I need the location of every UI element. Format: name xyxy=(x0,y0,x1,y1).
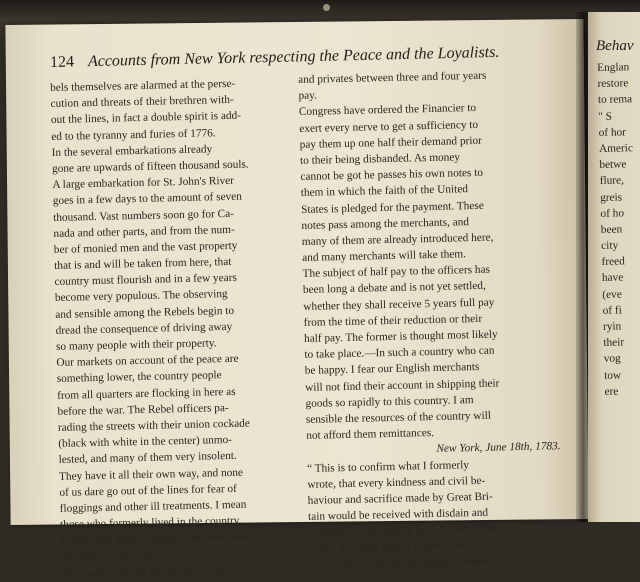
text-line: from all quarters are flocking in here as xyxy=(57,385,236,402)
text-line: Americ xyxy=(598,142,634,155)
text-line: Englan xyxy=(597,61,630,74)
text-line: gone are upwards of fifteen thousand souls. xyxy=(51,158,249,175)
text-line: ed to the tyranny and furies of 1776. xyxy=(51,126,216,143)
text-line: They have it all their own way, and none xyxy=(58,466,244,483)
dateline: New York, June 18th, 1783. xyxy=(436,440,561,456)
ink-blot xyxy=(323,4,330,11)
text-line: ber of monied men and the vast property xyxy=(53,239,238,256)
text-line: pay. xyxy=(298,89,318,103)
text-line: of fi xyxy=(602,304,622,317)
text-line: city xyxy=(601,239,619,253)
text-line: be happy. I fear our English merchants xyxy=(304,361,480,378)
text-line: notes pass among the merchants, and xyxy=(301,215,470,232)
text-line: restore xyxy=(597,77,629,91)
text-line: I shall soon depart myself with some other xyxy=(60,530,253,548)
text-line: been long a debate and is not yet settled, xyxy=(302,280,486,297)
facing-page-column xyxy=(597,59,640,400)
text-line: not afford them remittances. xyxy=(306,427,435,443)
text-line: before the war. The Rebel officers pa- xyxy=(57,401,229,418)
text-line: so many people with their property. xyxy=(55,337,217,353)
text-line: pay them up one half their demand prior xyxy=(299,134,483,151)
text-line: those who formerly lived in the country. xyxy=(59,514,242,531)
text-line: exert every nerve to get a sufficiency to xyxy=(299,118,479,135)
text-line: many of them are already introduced here, xyxy=(301,231,494,248)
text-line: of ho xyxy=(600,207,625,220)
text-line: that is and will be taken from here, that xyxy=(54,255,232,273)
text-line: dread the consequence of driving away xyxy=(55,320,233,337)
text-line: to their being disbanded. As money xyxy=(299,151,461,167)
text-line: sensible the resources of the country will xyxy=(305,409,492,426)
text-line: them in which the faith of the United xyxy=(300,183,469,200)
text-line: contempt by the gentry on this side of the xyxy=(308,522,497,540)
text-line: become very populous. The observing xyxy=(54,288,228,305)
text-line: out the lines, in fact a double spirit is add- xyxy=(50,110,242,127)
text-line: Congress have ordered the Financier to xyxy=(298,102,477,119)
text-line: ryin xyxy=(602,320,622,333)
text-line: goods so rapidly to this country. I am xyxy=(305,393,474,410)
text-line: and sensible among the Rebels begin to xyxy=(55,304,235,321)
text-line: rading the streets with their union cockade xyxy=(57,417,250,434)
text-line: devoted Loyalists to Nova Scotia. xyxy=(60,547,214,564)
text-line: (black with white in the center) unmo- xyxy=(58,434,233,451)
text-line: will not find their account in shipping their xyxy=(305,377,500,394)
text-line: from the time of their reduction or their xyxy=(303,312,483,329)
text-line: country must flourish and in a few years xyxy=(54,272,237,289)
text-line: The packet arrived the day before yes- xyxy=(61,563,236,580)
text-line: perty will be restored during the present xyxy=(309,555,490,572)
text-line: water. You may assure yourself no pro- xyxy=(308,539,486,556)
text-line: to rema xyxy=(597,93,633,107)
text-line: haviour and sacrifice made by Great Bri- xyxy=(307,490,493,507)
text-line: cution and threats of their brethren with- xyxy=(50,94,234,111)
text-line: greis xyxy=(599,190,623,204)
text-line: half pay. The former is thought most likely xyxy=(303,328,498,345)
text-line: of us dare go out of the lines for fear of xyxy=(59,482,238,499)
right-column xyxy=(298,66,563,573)
page-number: 124 xyxy=(49,53,75,71)
running-head: Accounts from New York respecting the Peace and the Loyalists. xyxy=(87,43,500,71)
text-line: tow xyxy=(604,369,622,382)
text-line: and privates between three and four years xyxy=(298,69,487,86)
text-line: goes in a few days to the amount of seven xyxy=(52,190,243,208)
left-column xyxy=(50,75,303,582)
text-line: to take place.—In such a country who can xyxy=(304,344,495,362)
text-line: A large embarkation for St. John's River xyxy=(52,174,235,192)
text-line: their xyxy=(603,336,625,350)
text-line: “ This is to confirm what I formerly xyxy=(306,458,470,475)
text-line: wrote, that every kindness and civil be- xyxy=(307,474,486,491)
text-line: The subject of half pay to the officers has xyxy=(302,263,491,281)
text-line: whether they shall receive 5 years full pay xyxy=(303,296,495,313)
text-line: freed xyxy=(601,255,625,269)
text-line: bels themselves are alarmed at the perse- xyxy=(50,77,236,94)
text-line: have xyxy=(601,271,624,285)
text-line: betwe xyxy=(599,158,627,172)
text-line: " S xyxy=(598,110,613,123)
text-line: lested, and many of them very insolent. xyxy=(58,450,237,467)
text-line: cannot be got he passes his own notes to xyxy=(300,166,484,184)
text-line: floggings and other ill treatments. I mean xyxy=(59,498,247,515)
text-line: and many merchants will take them. xyxy=(302,248,467,265)
text-line: In the several embarkations already xyxy=(51,143,213,159)
text-line: something lower, the country people xyxy=(56,369,222,386)
text-line: nada and other parts, and from the num- xyxy=(53,223,235,240)
text-line: vog xyxy=(603,352,621,366)
facing-running-head: Behav xyxy=(596,38,634,54)
text-line: thousand. Vast numbers soon go for Ca- xyxy=(52,207,235,224)
text-line: flure, xyxy=(599,174,625,188)
text-line: States is pledged for the payment. These xyxy=(300,199,484,216)
text-line: ere xyxy=(604,385,619,398)
text-line: tain would be received with disdain and xyxy=(307,506,489,523)
text-line: of hor xyxy=(598,126,627,139)
text-line: (eve xyxy=(602,288,622,301)
text-line: been xyxy=(600,223,623,236)
text-line: Our markets on account of the peace are xyxy=(56,352,239,370)
